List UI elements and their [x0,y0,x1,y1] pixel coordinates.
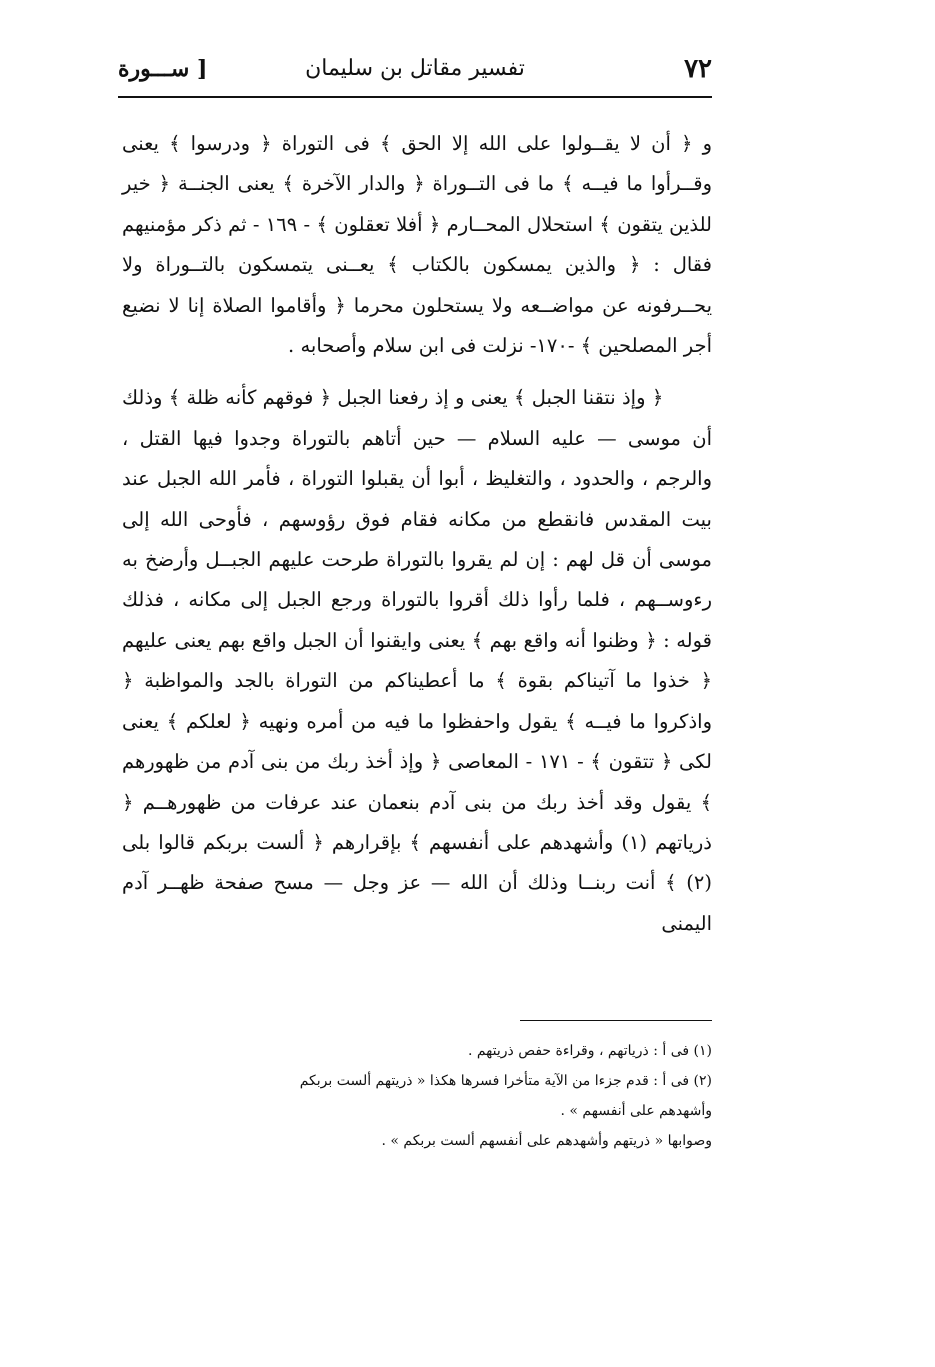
paragraph: ﴿ وإذ نتقنا الجبل ﴾ يعنى و إذ رفعنا الجبل ﴿ فوقهم كأنه ظلة ﴾ وذلك أن موسى — عليه السلام — حين أتاهم بالتوراة وجدوا فيها القتل ، والرجم ، والحدود ، والتغليظ ، أبوا أن يقبلوا التوراة ، فأمر الله الجبل عند بيت المقدس فانقطع من مكانه فقام فوق رؤوسهم ، فأوحى الله إلى موسى أن قل لهم : إن لم يقروا بالتوراة طرحت عليهم الجبــل وأرضخ به رءوســهم ، فلما رأوا ذلك أقروا بالتوراة ورجع الجبل إلى مكانه ، فذلك قوله : ﴿ وظنوا أنه واقع بهم ﴾ يعنى وايقنوا أن الجبل واقع بهم يعنى عليهم ﴿ خذوا ما آتيناكم بقوة ﴾ ما أعطيناكم من التوراة بالجد والمواظبة ﴿ واذكروا ما فيــه ﴾ يقول واحفظوا ما فيه من أمره ونهيه ﴿ لعلكم ﴾ يعنى لكى ﴿ تتقون ﴾ - ١٧١ - المعاصى ﴿ وإذ أخذ ربك من بنى آدم من ظهورهم ﴾ يقول وقد أخذ ربك من بنى آدم بنعمان عند عرفات من ظهورهــم ﴿ ذرياتهم (١) وأشهدهم على أنفسهم ﴾ بإقرارهم ﴿ ألست بربكم قالوا بلى (٢) ﴾ أنت ربنــا وذلك أن الله — عز وجل — مسح صفحة ظهــر آدم اليمنى [122,386,712,935]
paragraph: و ﴿ أن لا يقــولوا على الله إلا الحق ﴾ فى التوراة ﴿ ودرسوا ﴾ يعنى وقــرأوا ما فيــه ﴾ ما فى التــوراة ﴿ والدار الآخرة ﴾ يعنى الجنــة ﴿ خير للذين يتقون ﴾ استحلال المحــارم ﴿ أفلا تعقلون ﴾ - ١٦٩ - ثم ذكر مؤمنيهم فقال : ﴿ والذين يمسكون بالكتاب ﴾ يعــنى يتمسكون بالتــوراة ولا يحــرفونه عن مواضــعه ولا يستحلون محرما ﴿ وأقاموا الصلاة إنا لا نضيع أجر المصلحين ﴾ -١٧٠- نزلت فى ابن سلام وأصحابه . [122,132,713,358]
surah-label: [ ســـورة [118,56,208,82]
footnote: (١) فى أ : ذرياتهم ، وقراءة حفص ذريتهم . [467,1043,712,1059]
page-header [118,50,712,92]
footnotes [250,1036,712,1156]
header-rule [118,96,712,98]
main-text [122,124,712,944]
footnote-rule [520,1020,712,1021]
footnote-continuation: وصوابها « ذريتهم وأشهدهم على أنفسهم ألست بربكم » . [381,1133,712,1149]
running-title: تفسير مقاتل بن سليمان [305,56,525,81]
page-number: ٧٢ [684,54,712,84]
footnote: (٢) فى أ : قدم جزءا من الآية متأخرا فسرها هكذا « ذريتهم ألست بربكم وأشهدهم على أنفسهم » . [299,1073,712,1119]
